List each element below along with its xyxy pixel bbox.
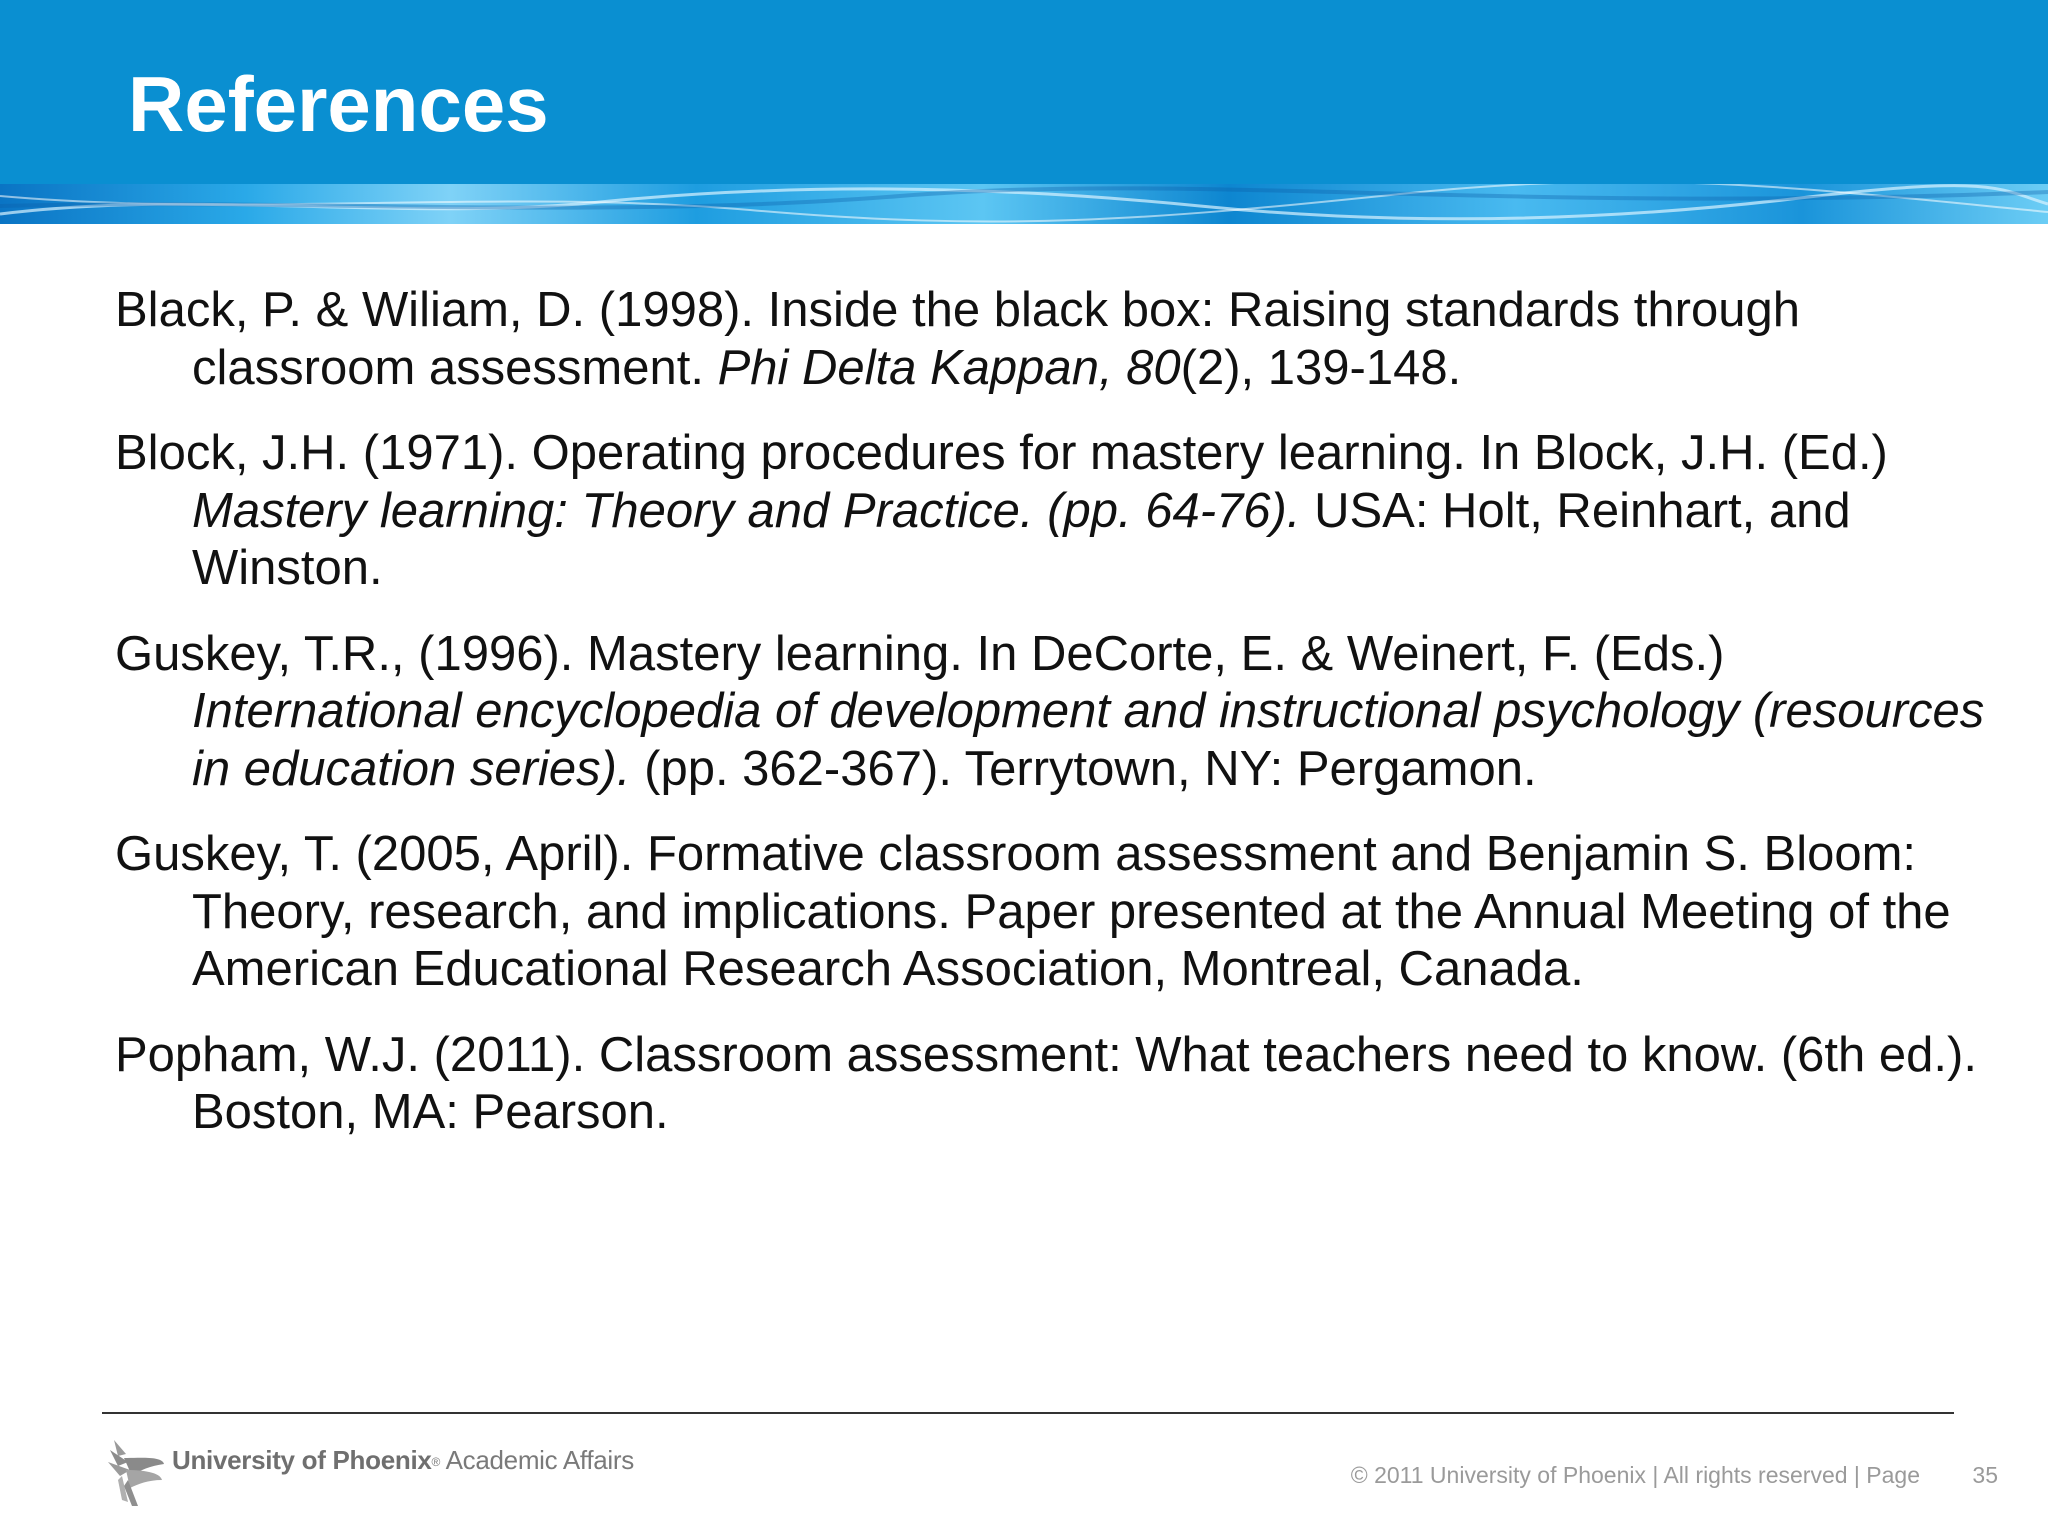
slide-title: References <box>128 60 549 148</box>
reference-text: USA: Holt, Reinhart, and Winston. <box>192 483 1851 595</box>
reference-item <box>115 626 1995 799</box>
reference-item <box>115 1027 1995 1142</box>
reference-journal-title: Phi Delta Kappan, 80 <box>717 340 1181 395</box>
copyright-notice: © 2011 University of Phoenix | All rights reserved | Page <box>1350 1462 1920 1488</box>
reference-text: (2), 139-148. <box>1180 340 1462 395</box>
reference-item <box>115 425 1995 598</box>
reference-text: Black, P. & Wiliam, D. (1998). Inside the black box: Raising standards through classroom assessment. <box>115 283 1800 395</box>
reference-text: Guskey, T. (2005, April). Formative classroom assessment and Benjamin S. Bloom: Theory, research, and implications. Paper presented at the Annual Meeting of the American Educational Research Association, Montreal, Canada. <box>115 827 1951 996</box>
reference-text: Guskey, T.R., (1996). Mastery learning. In DeCorte, E. & Weinert, F. (Eds.) <box>115 626 1725 681</box>
reference-item <box>115 282 1995 397</box>
logo-university-name: University of Phoenix <box>172 1444 432 1475</box>
reference-text: Block, J.H. (1971). Operating procedures for mastery learning. In Block, J.H. (Ed.) <box>115 426 1888 480</box>
university-logo <box>104 1436 634 1508</box>
logo-division-name: Academic Affairs <box>445 1444 634 1475</box>
footer-divider <box>102 1412 1954 1414</box>
decorative-wave-band <box>0 184 2048 224</box>
page-number: 35 <box>1972 1462 1998 1488</box>
reference-text: Popham, W.J. (2011). Classroom assessment: What teachers need to know. (6th ed.). Boston, MA: Pearson. <box>115 1027 1977 1139</box>
reference-list <box>115 282 1995 1170</box>
logo-registered-mark: ® <box>431 1454 441 1469</box>
reference-item <box>115 826 1995 999</box>
logo-wordmark <box>172 1445 634 1476</box>
title-bar <box>0 0 2048 188</box>
wave-pattern <box>0 184 2048 224</box>
reference-book-title: Mastery learning: Theory and Practice. (pp. 64-76). <box>192 483 1301 538</box>
reference-text: (pp. 362-367). Terrytown, NY: Pergamon. <box>630 741 1537 796</box>
reference-book-title: International encyclopedia of development and instructional psychology (resources in education series). <box>192 684 1985 796</box>
phoenix-bird-icon <box>104 1436 166 1508</box>
